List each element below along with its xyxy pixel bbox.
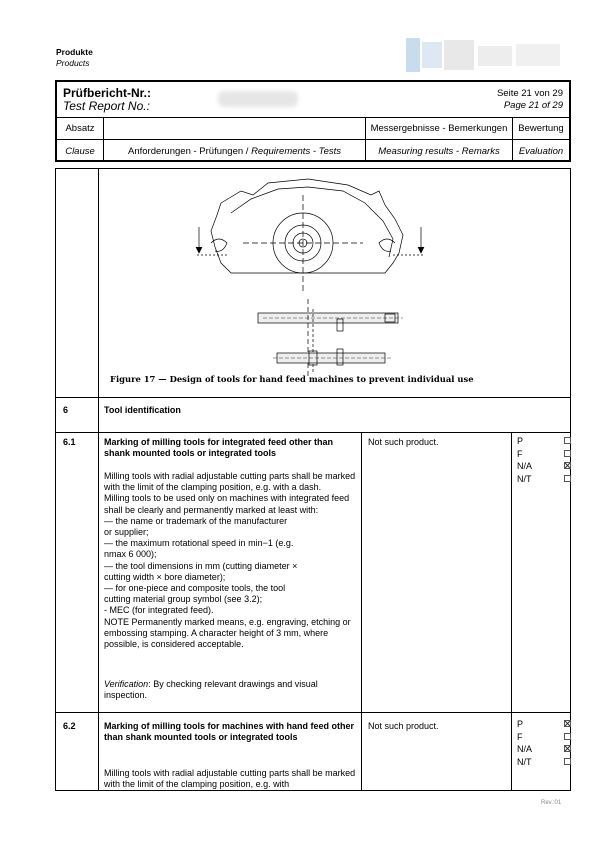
col-bewertung: Bewertung <box>513 117 570 140</box>
col-measuring: Measuring results - Remarks <box>366 140 513 163</box>
verification-text: : By checking relevant drawings and visual inspection. <box>104 679 318 701</box>
eval-f: F <box>517 731 571 744</box>
clause-62-title: Marking of milling tools for machines with hand feed other than shank mounted tools or integrated tools <box>104 721 355 743</box>
eval-p: P <box>517 718 571 731</box>
divider-eval <box>511 432 512 790</box>
eval-nt: N/T <box>517 473 571 486</box>
eval-na: N/A <box>517 743 571 756</box>
clause-6-number: 6 <box>63 405 69 415</box>
clause-61-evaluation <box>517 435 571 485</box>
checkbox-na-checked[interactable] <box>564 462 571 469</box>
col-anforderungen-de: Anforderungen - Prüfungen / <box>128 145 252 157</box>
row-divider-6 <box>56 432 570 433</box>
clause-6-title: Tool identification <box>104 405 181 415</box>
eval-f: F <box>517 448 571 461</box>
revision-label: Rev.:01 <box>541 800 562 806</box>
checkbox-f[interactable] <box>564 450 571 457</box>
checkbox-nt[interactable] <box>564 758 571 765</box>
row-divider-figure <box>56 397 570 398</box>
brand-en: Products <box>56 58 90 68</box>
col-anforderungen-blank <box>104 117 366 140</box>
clause-62-body: Milling tools with radial adjustable cutting parts shall be marked with the limit of the clamping position, e.g. with <box>104 768 356 790</box>
divider-clause <box>98 169 99 790</box>
eval-na: N/A <box>517 460 571 473</box>
figure-17-drawing <box>103 173 513 395</box>
clause-61-number: 6.1 <box>63 437 76 447</box>
clause-61-verification <box>104 679 358 701</box>
report-number-en: Test Report No.: <box>63 99 150 113</box>
checkbox-p-checked[interactable] <box>564 720 571 727</box>
eval-nt: N/T <box>517 756 571 769</box>
header-title-row <box>57 82 569 118</box>
clause-62-number: 6.2 <box>63 721 76 731</box>
col-requirements <box>104 140 366 163</box>
brand-de: Produkte <box>56 47 93 57</box>
clause-61-result: Not such product. <box>368 437 439 447</box>
col-clause: Clause <box>57 140 104 163</box>
row-divider-61 <box>56 712 570 713</box>
divider-result <box>361 432 362 790</box>
clause-62-evaluation <box>517 718 571 768</box>
report-number-title <box>63 87 151 113</box>
report-number-de: Prüfbericht-Nr.: <box>63 86 152 100</box>
checkbox-f[interactable] <box>564 733 571 740</box>
report-header <box>55 80 571 162</box>
col-evaluation: Evaluation <box>518 145 564 157</box>
verification-label: Verification <box>104 679 149 689</box>
checkbox-na-checked[interactable] <box>564 745 571 752</box>
figure-caption: Figure 17 — Design of tools for hand feed machines to prevent individual use <box>110 374 474 384</box>
col-absatz: Absatz <box>57 117 104 140</box>
page-de: Seite 21 von 29 <box>496 88 563 99</box>
brand-block <box>56 47 93 69</box>
clause-table <box>55 168 571 791</box>
page-indicator <box>497 88 563 112</box>
col-requirements-en: Requirements - Tests <box>251 145 341 157</box>
checkbox-nt[interactable] <box>564 475 571 482</box>
redacted-report-number <box>218 91 298 107</box>
eval-p: P <box>517 435 571 448</box>
header-columns <box>57 117 569 162</box>
clause-61-body: Milling tools with radial adjustable cutting parts shall be marked with the limit of the clamping position, e.g. with a dash. Milling tools to be used only on machines with integrated feed shall be clearly and permanently marked at least with: — the name or trademark of the manufacturer or supplier; — the maximum rotational speed in min−1 (e.g. nmax 6 000); — the tool dimensions in mm (cutting diameter × cutting width × bore diameter); — for one-piece and composite tools, the tool cutting material group symbol (see 3.2); - MEC (for integrated feed). NOTE Permanently marked means, e.g. engraving, etching or embossing stamping. A character height of 3 mm, where possible, is considered acceptable. <box>104 471 356 650</box>
col-messergebnisse: Messergebnisse - Bemerkungen <box>366 117 513 140</box>
clause-62-result: Not such product. <box>368 721 439 731</box>
page-en: Page 21 of 29 <box>503 100 563 111</box>
clause-61-title: Marking of milling tools for integrated feed other than shank mounted tools or integrated tools <box>104 437 334 459</box>
blurred-logo <box>392 36 572 74</box>
checkbox-p[interactable] <box>564 437 571 444</box>
